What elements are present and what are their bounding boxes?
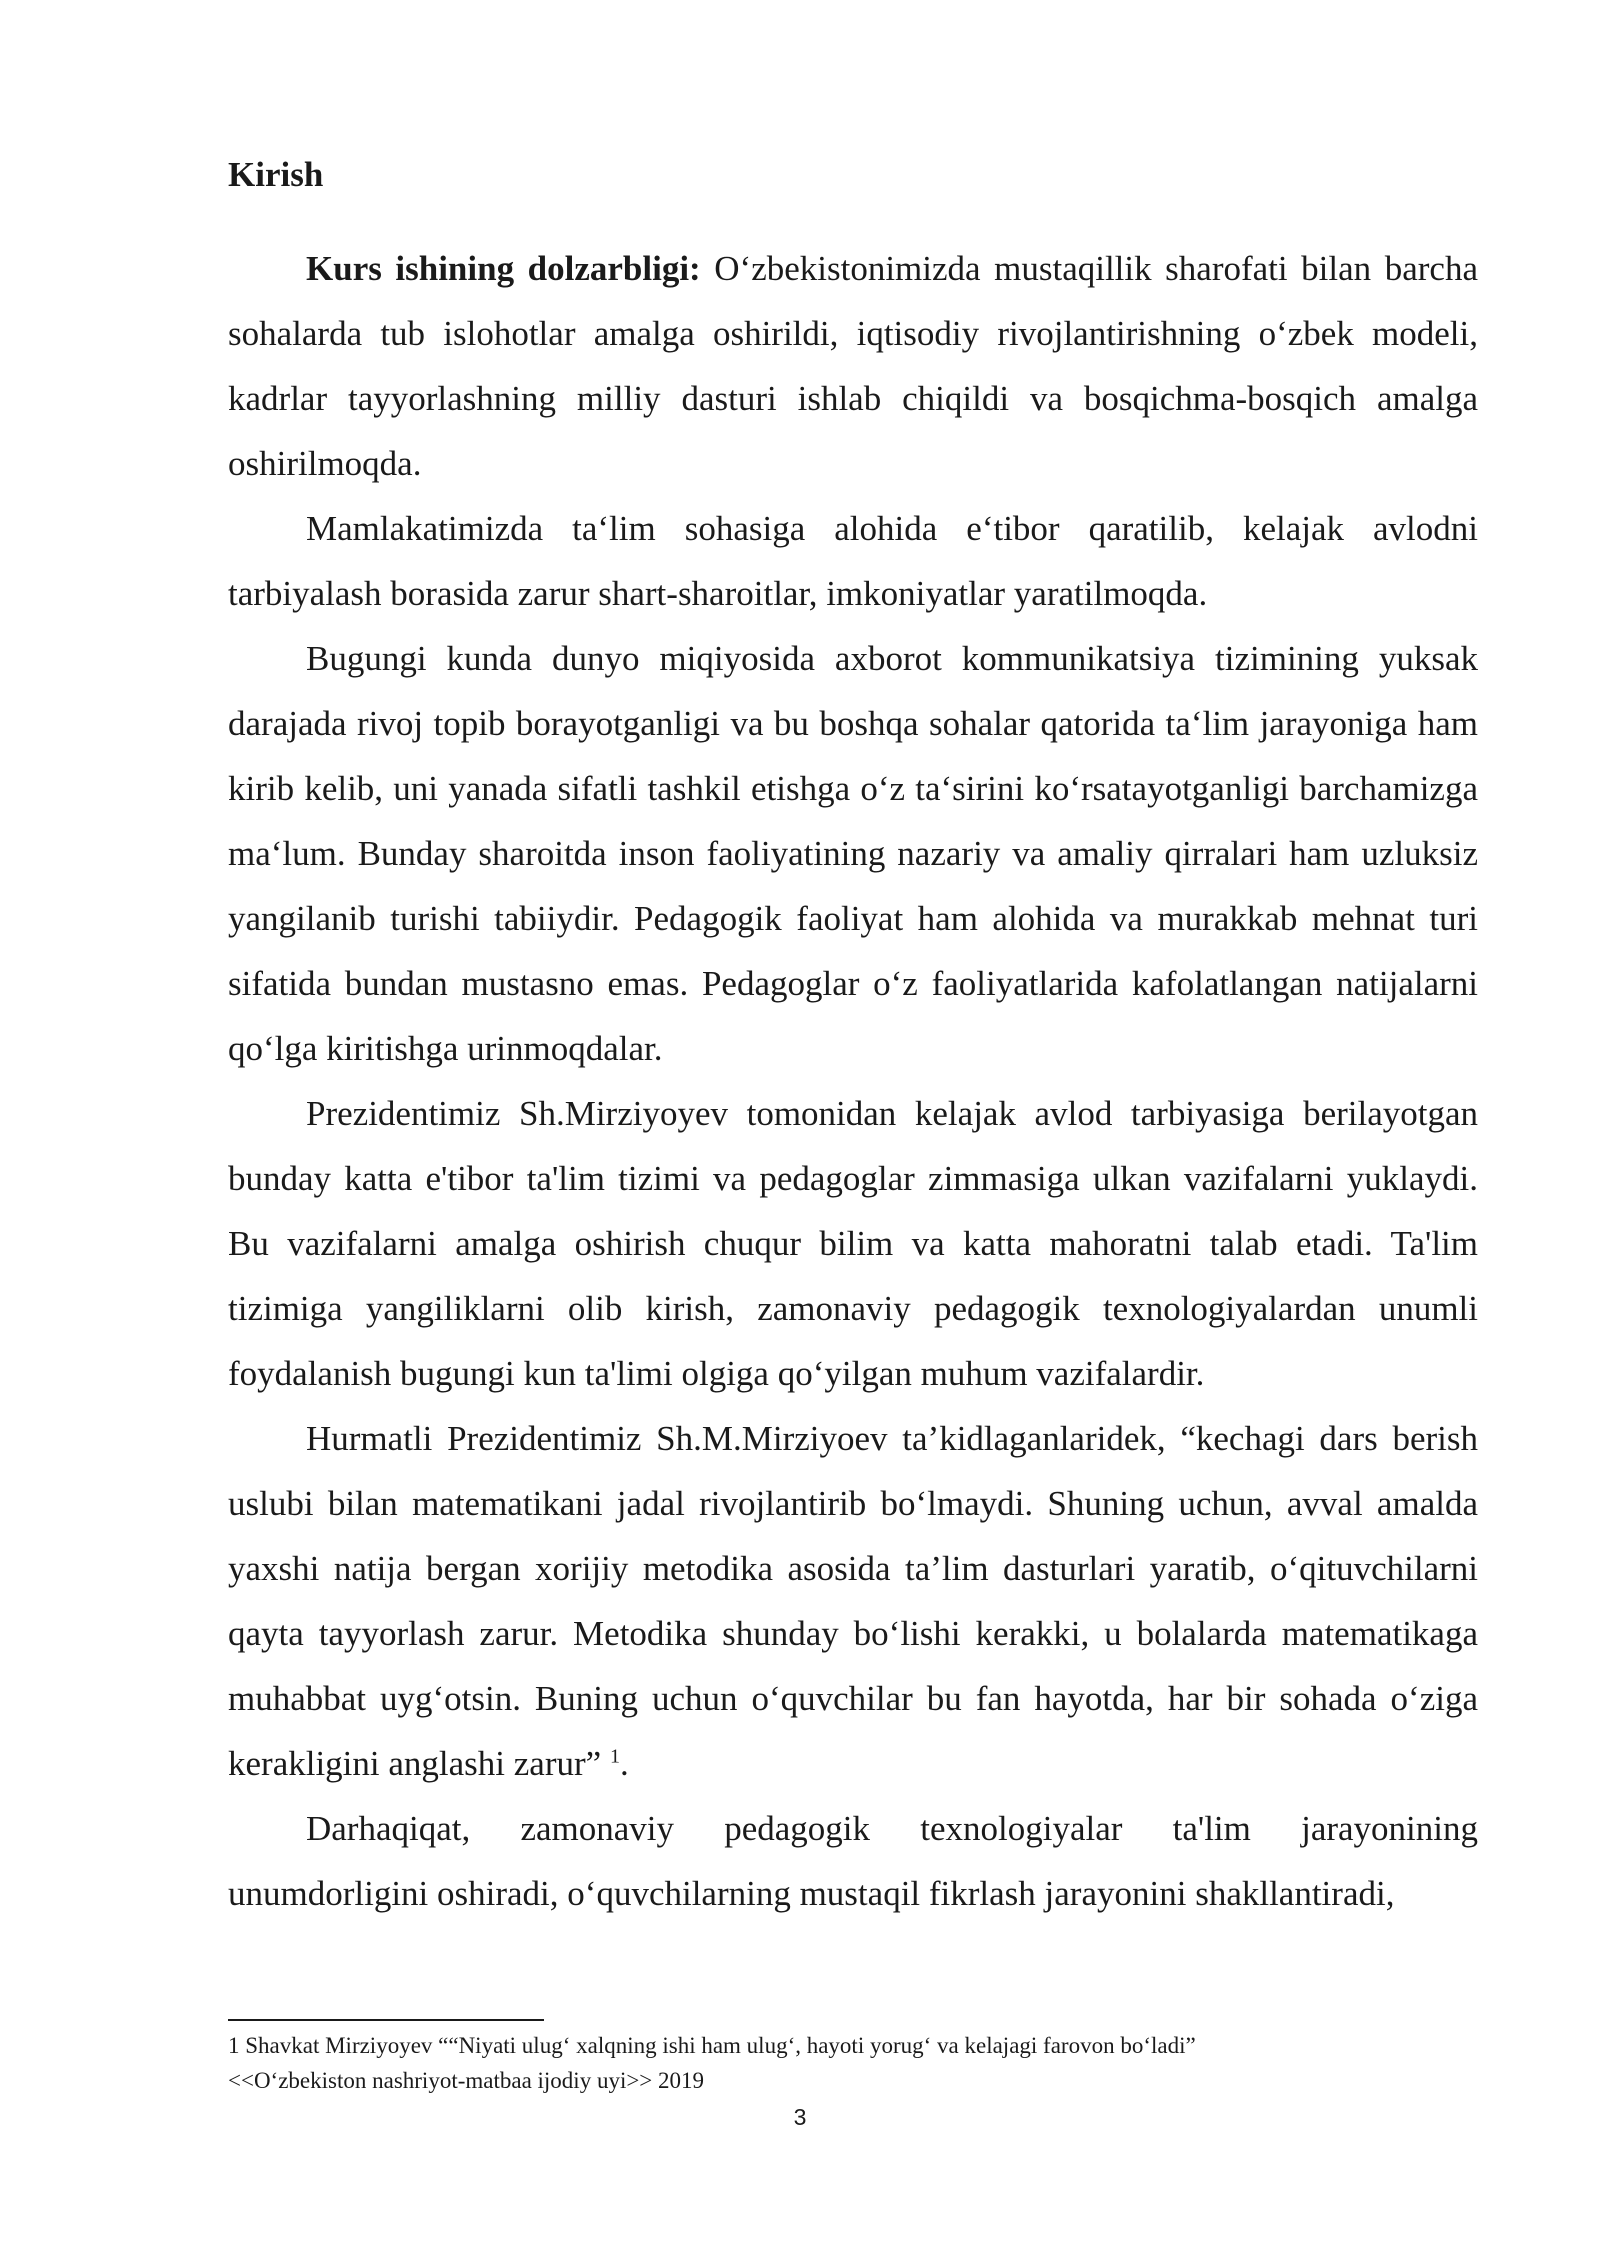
paragraph-president-attention: Prezidentimiz Sh.Mirziyoyev tomonidan kelajak avlod tarbiyasiga berilayotgan bunday katta e'tibor ta'lim tizimi va pedagoglar zimmasiga ulkan vazifalarni yuklaydi. Bu vazifalarni amalga oshirish chuqur bilim va katta mahoratni talab etadi. Ta'lim tizimiga yangiliklarni olib kirish, zamonaviy pedagogik texnologiyalardan unumli foydalanish bugungi kun ta'limi olgiga qo‘yilgan muhum vazifalardir. xyxy=(228,1094,1478,1393)
page-number: 3 xyxy=(793,2104,807,2130)
section-heading: Kirish xyxy=(228,155,324,194)
paragraph-education-attention: Mamlakatimizda ta‘lim sohasiga alohida e‘tibor qaratilib, kelajak avlodni tarbiyalash borasida zarur shart-sharoitlar, imkoniyatlar yaratilmoqda. xyxy=(228,509,1478,613)
footnote-line: 1 Shavkat Mirziyoyev ““Niyati ulug‘ xalqning ishi ham ulug‘, hayoti yorug‘ va kelajagi farovon bo‘ladi” xyxy=(228,2033,1196,2058)
paragraph-president-quote xyxy=(228,1406,1478,1796)
page-body xyxy=(228,150,1478,1926)
footnote xyxy=(228,2028,1478,2098)
paragraph-end: . xyxy=(619,1744,629,1783)
paragraph-modern-technologies: Darhaqiqat, zamonaviy pedagogik texnologiyalar ta'lim jarayonining unumdorligini oshiradi, o‘quvchilarning mustaqil fikrlash jarayonini shakllantiradi, xyxy=(228,1809,1478,1913)
paragraph-text: O‘zbekistonimizda mustaqillik sharofati bilan barcha sohalarda tub islohotlar amalga oshirildi, iqtisodiy rivojlantirishning o‘zbek modeli, kadrlar tayyorlashning milliy dasturi ishlab chiqildi va bosqichma-bosqich amalga oshirilmoqda. xyxy=(228,249,1478,483)
paragraph-lead: Kurs ishining dolzarbligi: xyxy=(306,249,701,288)
footnote-separator xyxy=(228,2019,544,2021)
paragraph-ict-development: Bugungi kunda dunyo miqiyosida axborot kommunikatsiya tizimining yuksak darajada rivoj topib borayotganligi va bu boshqa sohalar qatorida ta‘lim jarayoniga ham kirib kelib, uni yanada sifatli tashkil etishga o‘z ta‘sirini ko‘rsatayotganligi barchamizga ma‘lum. Bunday sharoitda inson faoliyatining nazariy va amaliy qirralari ham uzluksiz yangilanib turishi tabiiydir. Pedagogik faoliyat ham alohida va murakkab mehnat turi sifatida bundan mustasno emas. Pedagoglar o‘z faoliyatlarida kafolatlangan natijalarni qo‘lga kiritishga urinmoqdalar. xyxy=(228,639,1478,1068)
paragraph-relevance xyxy=(228,236,1478,496)
footnote-reference[interactable]: 1 xyxy=(609,1745,620,1768)
footnote-line: <<O‘zbekiston nashriyot-matbaa ijodiy uyi>> 2019 xyxy=(228,2068,705,2093)
paragraph-text: Hurmatli Prezidentimiz Sh.M.Mirziyoev ta’kidlaganlaridek, “kechagi dars berish uslubi bilan matematikani jadal rivojlantirib bo‘lmaydi. Shuning uchun, avval amalda yaxshi natija bergan xorijiy metodika asosida ta’lim dasturlari yaratib, o‘qituvchilarni qayta tayyorlash zarur. Metodika shunday bo‘lishi kerakki, u bolalarda matematikaga muhabbat uyg‘otsin. Buning uchun o‘quvchilar bu fan hayotda, har bir sohada o‘ziga kerakligini anglashi zarur” xyxy=(228,1419,1478,1783)
